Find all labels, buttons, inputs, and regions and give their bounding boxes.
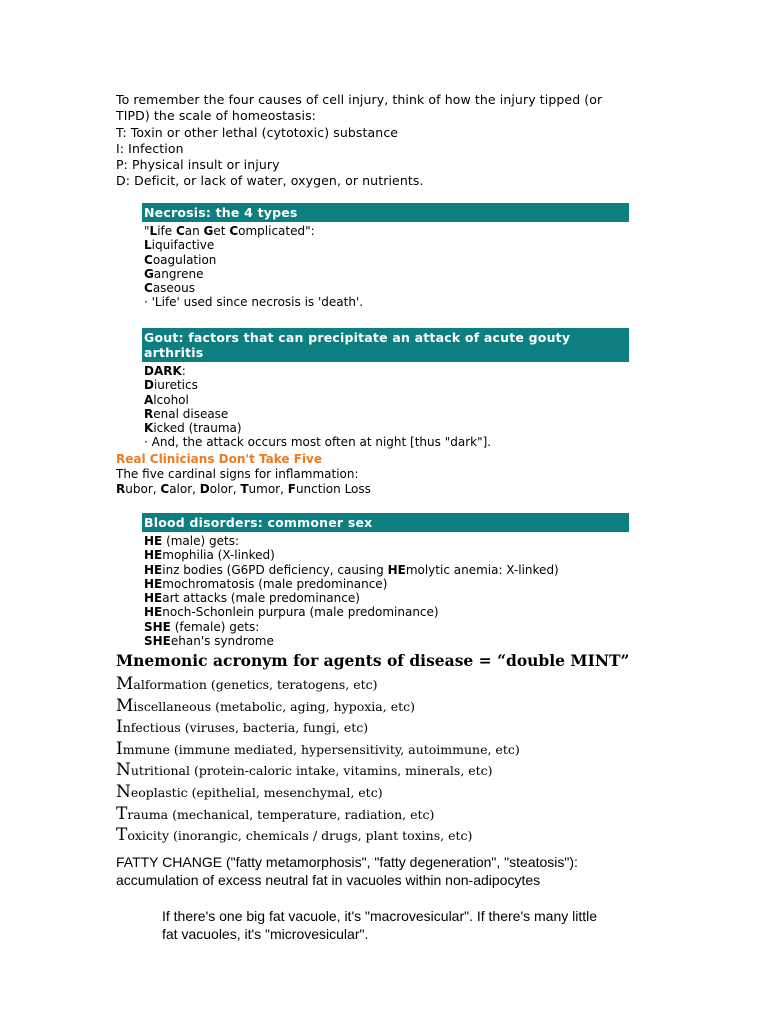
mint-text: nfectious (viruses, bacteria, fungi, etc) xyxy=(122,720,369,736)
text-run: mochromatosis (male predominance) xyxy=(162,576,388,591)
necrosis-body xyxy=(142,224,629,310)
mnemonic-letter: HE xyxy=(144,605,163,620)
mint-item xyxy=(116,739,676,761)
text-run: olor, xyxy=(209,482,241,496)
mnemonic-letter: A xyxy=(144,392,154,407)
text-run: · And, the attack occurs most often at night [thus "dark"]. xyxy=(144,435,492,450)
mnemonic-letter: HE xyxy=(144,576,163,591)
mint-letter: T xyxy=(116,803,128,824)
mint-item xyxy=(116,825,676,847)
intro-line: TIPD) the scale of homeostasis: xyxy=(116,108,316,124)
mnemonic-letter: T xyxy=(240,482,249,496)
box-line xyxy=(144,548,629,562)
mnemonic-letter: SHE xyxy=(144,619,171,634)
mint-item xyxy=(116,760,676,782)
blood-body xyxy=(142,534,629,648)
text-run: aseous xyxy=(152,281,195,296)
text-run: angrene xyxy=(153,266,204,281)
gout-body xyxy=(142,364,629,450)
mint-letter: N xyxy=(116,781,131,802)
mnemonic-letter: C xyxy=(229,224,239,238)
text-run: " xyxy=(144,224,150,238)
text-run: · 'Life' used since necrosis is 'death'. xyxy=(144,295,364,310)
fatty-note-paragraph xyxy=(162,907,682,943)
mint-list xyxy=(116,674,676,847)
mint-text: utritional (protein-caloric intake, vitamins, minerals, etc) xyxy=(130,763,493,779)
mnemonic-letter: SHE xyxy=(144,634,171,649)
box-line xyxy=(144,267,629,281)
mint-text: oxicity (inorangic, chemicals / drugs, plant toxins, etc) xyxy=(127,828,473,844)
box-line xyxy=(144,238,629,252)
blood-box xyxy=(142,513,629,648)
mint-letter: I xyxy=(116,738,123,759)
text-run: omplicated": xyxy=(238,224,315,238)
mnemonic-letter: F xyxy=(287,482,296,496)
box-line xyxy=(144,591,629,605)
mnemonic-letter: D xyxy=(144,378,154,393)
intro-line: T: Toxin or other lethal (cytotoxic) substance xyxy=(116,124,399,140)
text-run: ehan's syndrome xyxy=(170,634,274,649)
text-run: oagulation xyxy=(152,252,217,267)
text-run: mophilia (X-linked) xyxy=(162,548,275,563)
box-line xyxy=(144,435,629,449)
text-run: ife xyxy=(157,224,176,238)
fatty-note-line: fat vacuoles, it's "microvesicular". xyxy=(162,926,369,942)
mnemonic-letter: HE xyxy=(387,562,406,577)
mint-letter: T xyxy=(116,825,128,846)
fatty-line: FATTY CHANGE ("fatty metamorphosis", "fatty degeneration", "steatosis"): xyxy=(116,854,578,870)
mnemonic-letter: G xyxy=(144,266,154,281)
box-line xyxy=(144,253,629,267)
mint-text: alformation (genetics, teratogens, etc) xyxy=(133,677,378,692)
inflammation-title: Real Clinicians Don't Take Five xyxy=(116,452,322,466)
mnemonic-letter: D xyxy=(199,482,210,496)
mnemonic-letter: C xyxy=(160,482,170,496)
mnemonic-letter: HE xyxy=(144,548,163,563)
mnemonic-letter: G xyxy=(203,224,214,238)
mnemonic-letter: C xyxy=(175,224,185,238)
box-line xyxy=(144,605,629,619)
mint-title: Mnemonic acronym for agents of disease = “double MINT” xyxy=(116,651,630,670)
text-run: noch-Schonlein purpura (male predominance) xyxy=(162,605,439,620)
box-line xyxy=(144,281,629,295)
text-run: icked (trauma) xyxy=(153,421,242,436)
box-line xyxy=(144,620,629,634)
mnemonic-letter: HE xyxy=(144,562,163,577)
text-run: (female) gets: xyxy=(170,619,260,634)
mint-item xyxy=(116,674,676,696)
mnemonic-letter: C xyxy=(144,281,153,296)
mint-text: rauma (mechanical, temperature, radiation, etc) xyxy=(127,806,435,822)
mint-text: eoplastic (epithelial, mesenchymal, etc) xyxy=(130,784,383,800)
mnemonic-letter: HE xyxy=(144,534,163,548)
intro-line: D: Deficit, or lack of water, oxygen, or nutrients. xyxy=(116,173,424,189)
mnemonic-letter: L xyxy=(149,224,158,238)
inflammation-subtitle: The five cardinal signs for inflammation: xyxy=(116,467,359,481)
mnemonic-letter: R xyxy=(144,406,154,421)
inflammation-signs xyxy=(116,482,371,497)
text-run: alor, xyxy=(169,482,200,496)
fatty-line: accumulation of excess neutral fat in vacuoles within non-adipocytes xyxy=(116,872,541,888)
text-run: iuretics xyxy=(153,378,198,393)
necrosis-box xyxy=(142,203,629,310)
text-run: umor, xyxy=(248,482,288,496)
mint-section xyxy=(116,650,676,847)
box-line xyxy=(144,378,629,392)
blood-header: Blood disorders: commoner sex xyxy=(142,513,629,532)
mint-item xyxy=(116,696,676,718)
fatty-note-line: If there's one big fat vacuole, it's "macrovesicular". If there's many little xyxy=(162,908,598,924)
intro-line: P: Physical insult or injury xyxy=(116,157,280,173)
gout-header: Gout: factors that can precipitate an attack of acute gouty arthritis xyxy=(142,328,629,362)
box-line xyxy=(144,577,629,591)
gout-box xyxy=(142,328,629,450)
mnemonic-letter: L xyxy=(144,238,152,253)
mint-letter: N xyxy=(116,760,131,781)
text-run: ubor, xyxy=(125,482,161,496)
text-run: iquifactive xyxy=(151,238,215,253)
mint-item xyxy=(116,804,676,826)
mnemonic-letter: HE xyxy=(144,591,163,606)
box-line xyxy=(144,563,629,577)
text-run: (male) gets: xyxy=(162,534,240,548)
necrosis-header: Necrosis: the 4 types xyxy=(142,203,629,222)
box-line xyxy=(144,393,629,407)
text-run: molytic anemia: X-linked) xyxy=(405,562,559,577)
mnemonic-letter: R xyxy=(116,482,126,496)
intro-paragraph xyxy=(116,92,636,190)
text-run: et xyxy=(213,224,230,238)
mint-item xyxy=(116,717,676,739)
mnemonic-letter: C xyxy=(144,252,153,267)
box-line xyxy=(144,634,629,648)
text-run: art attacks (male predominance) xyxy=(162,591,360,606)
text-run: an xyxy=(184,224,204,238)
box-line xyxy=(144,534,629,548)
box-line xyxy=(144,407,629,421)
fatty-change-paragraph xyxy=(116,853,716,889)
inflammation-section xyxy=(116,452,371,497)
box-line xyxy=(144,295,629,309)
text-run: enal disease xyxy=(153,406,229,421)
mint-item xyxy=(116,782,676,804)
mnemonic-letter: K xyxy=(144,421,154,436)
mint-letter: I xyxy=(116,717,123,738)
text-run: inz bodies (G6PD deficiency, causing xyxy=(162,562,388,577)
box-line xyxy=(144,364,629,378)
text-run: unction Loss xyxy=(295,482,371,496)
box-line xyxy=(144,421,629,435)
mint-letter: M xyxy=(116,695,134,716)
mint-text: iscellaneous (metabolic, aging, hypoxia, etc) xyxy=(133,698,416,714)
box-line xyxy=(144,224,629,238)
intro-line: To remember the four causes of cell injury, think of how the injury tipped (or xyxy=(116,92,603,107)
mint-letter: M xyxy=(116,674,134,694)
text-run: : xyxy=(181,364,186,378)
mnemonic-letter: DARK xyxy=(144,364,182,378)
intro-line: I: Infection xyxy=(116,140,184,156)
mint-text: mmune (immune mediated, hypersensitivity, autoimmune, etc) xyxy=(122,741,520,757)
text-run: lcohol xyxy=(153,392,189,407)
